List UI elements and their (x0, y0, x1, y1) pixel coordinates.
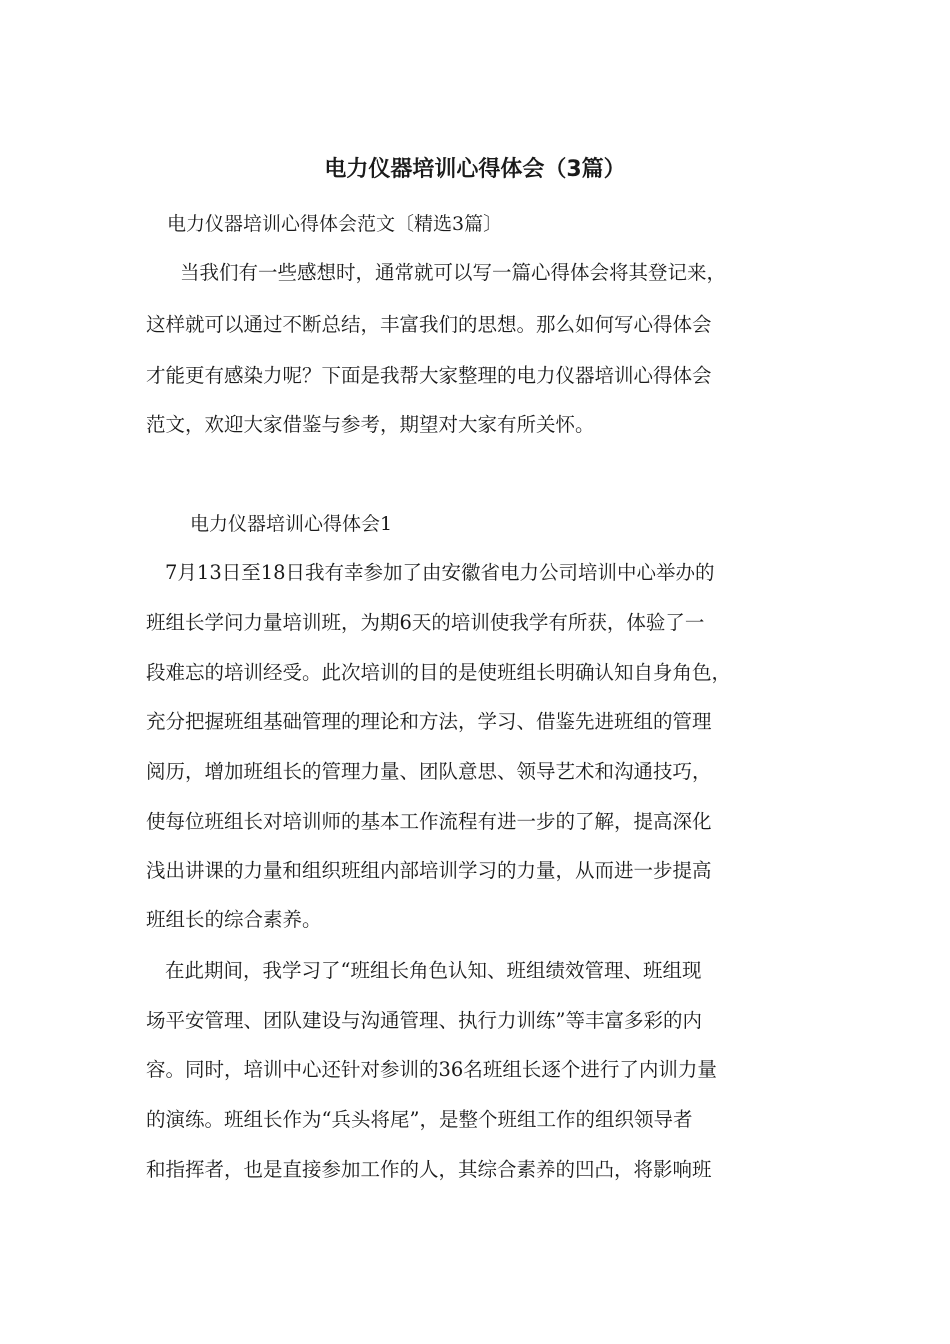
paragraph-line: 在此期间，我学习了“班组长角色认知、班组绩效管理、班组现 (165, 959, 702, 982)
paragraph-line: 段难忘的培训经受。此次培训的目的是使班组长明确认知自身角色， (146, 661, 732, 684)
paragraph-line: 使每位班组长对培训师的基本工作流程有进一步的了解，提高深化 (146, 810, 712, 833)
intro-line: 当我们有一些感想时，通常就可以写一篇心得体会将其登记来， (180, 261, 727, 284)
paragraph-line: 浅出讲课的力量和组织班组内部培训学习的力量，从而进一步提高 (146, 859, 712, 882)
document-title: 电力仪器培训心得体会（3篇） (324, 157, 626, 182)
paragraph-line: 班组长的综合素养。 (146, 908, 322, 931)
paragraph-line: 阅历，增加班组长的管理力量、团队意思、领导艺术和沟通技巧， (146, 760, 712, 783)
intro-line: 范文，欢迎大家借鉴与参考，期望对大家有所关怀。 (146, 413, 595, 436)
paragraph-line: 班组长学问力量培训班，为期6天的培训使我学有所获，体验了一 (146, 611, 705, 634)
paragraph-line: 7月13日至18日我有幸参加了由安徽省电力公司培训中心举办的 (165, 561, 715, 584)
intro-line: 才能更有感染力呢？下面是我帮大家整理的电力仪器培训心得体会 (146, 364, 712, 387)
section-heading: 电力仪器培训心得体会1 (190, 513, 393, 535)
paragraph-line: 的演练。班组长作为“兵头将尾”，是整个班组工作的组织领导者 (146, 1108, 693, 1131)
document-subtitle: 电力仪器培训心得体会范文〔精选3篇〕 (167, 213, 503, 235)
paragraph-line: 容。同时，培训中心还针对参训的36名班组长逐个进行了内训力量 (146, 1058, 717, 1081)
paragraph-line: 场平安管理、团队建设与沟通管理、执行力训练”等丰富多彩的内 (146, 1009, 702, 1032)
paragraph-line: 充分把握班组基础管理的理论和方法，学习、借鉴先进班组的管理 (146, 710, 712, 733)
intro-line: 这样就可以通过不断总结，丰富我们的思想。那么如何写心得体会 (146, 313, 712, 336)
paragraph-line: 和指挥者，也是直接参加工作的人，其综合素养的凹凸，将影响班 (146, 1158, 712, 1181)
